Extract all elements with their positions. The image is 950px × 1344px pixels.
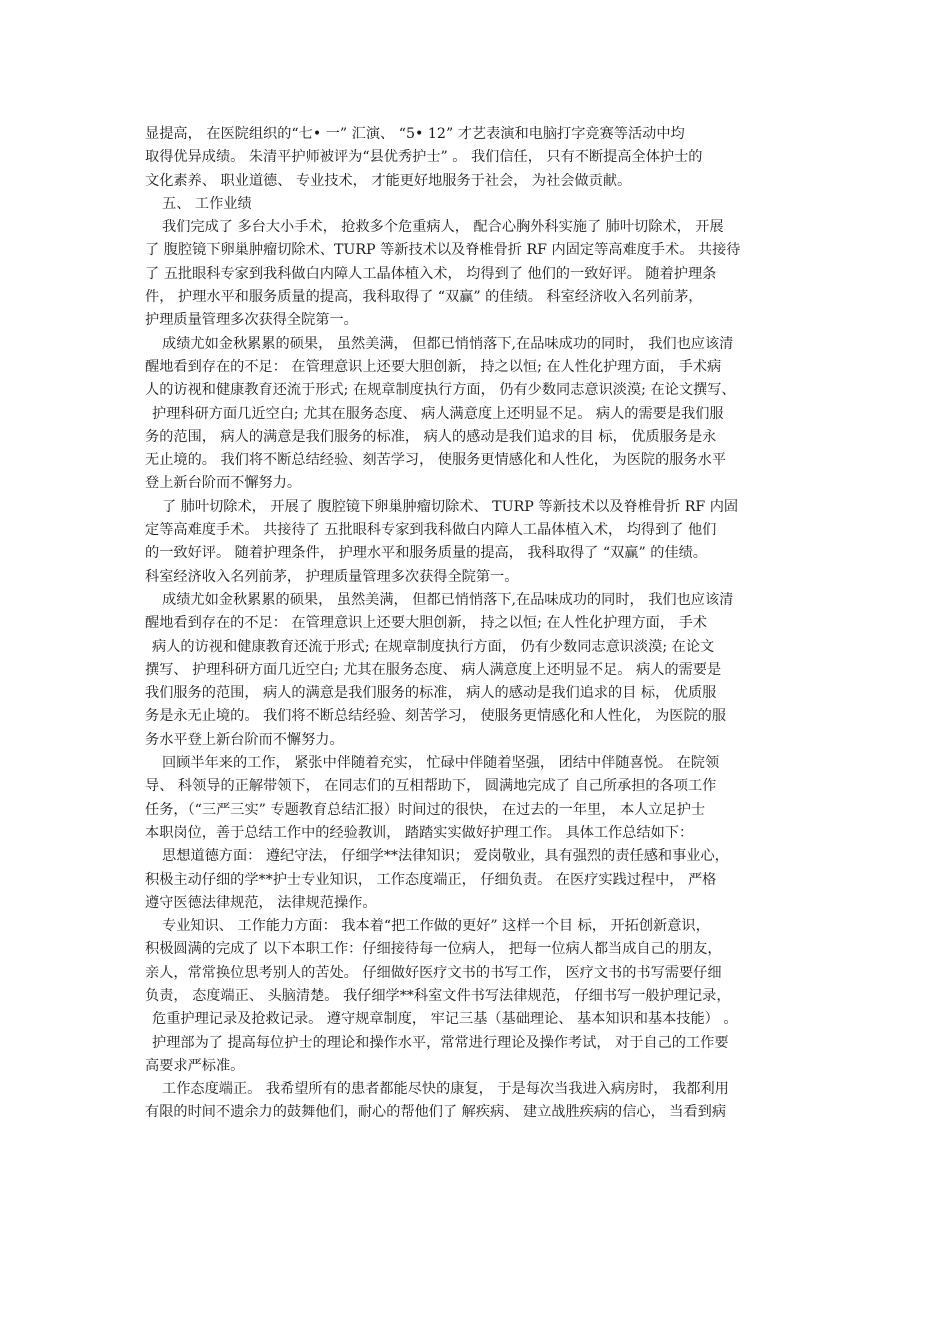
text-line: 文化素养、 职业道德、 专业技术， 才能更好地服务于社会， 为社会做贡献。 (145, 172, 632, 189)
text-line: 任务，（“三严三实” 专题教育总结汇报）时间过的很快， 在过去的一年里， 本人立足护士 (145, 801, 706, 818)
text-line: 成绩尤如金秋累累的硕果， 虽然美满， 但都已悄悄落下,在品味成功的同时， 我们也应该清 (162, 591, 734, 608)
text-line: 积极主动仔细的学**护士专业知识， 工作态度端正， 仔细负责。 在医疗实践过程中， 严格 (145, 871, 717, 888)
text-line: 了 腹腔镜下卵巢肿瘤切除术、TURP 等新技术以及脊椎骨折 RF 内固定等高难度手术。 共接待 (145, 242, 741, 259)
text-line: 病人的访视和健康教育还流于形式; 在规章制度执行方面， 仍有少数同志意识淡漠; 在论文 (152, 638, 715, 655)
text-line: 高要求严标准。 (145, 1057, 245, 1074)
text-line: 登上新台阶而不懈努力。 (145, 475, 302, 492)
document-body (145, 123, 815, 1125)
text-line: 积极圆满的完成了 以下本职工作：仔细接待每一位病人， 把每一位病人都当成自己的朋友， (145, 941, 722, 958)
text-line: 撰写、 护理科研方面几近空白; 尤其在服务态度、 病人满意度上还明显不足。 病人的需要是 (145, 661, 722, 678)
text-line: 本职岗位，善于总结工作中的经验教训， 踏踏实实做好护理工作。 具体工作总结如下： (145, 824, 694, 841)
text-line: 负责， 态度端正、 头脑清楚。 我仔细学**科室文件书写法律规范， 仔细书写一般护理记录， (145, 987, 731, 1004)
text-line: 无止境的。 我们将不断总结经验、刻苦学习， 使服务更情感化和人性化， 为医院的服务水平 (145, 452, 727, 469)
text-line: 护理质量管理多次获得全院第一。 (145, 312, 358, 329)
text-line: 护理科研方面几近空白; 尤其在服务态度、 病人满意度上还明显不足。 病人的需要是我们服 (152, 405, 724, 422)
text-line: 了 五批眼科专家到我科做白内障人工晶体植入术， 均得到了 他们的一致好评。 随着护理条 (145, 265, 717, 282)
text-line: 有限的时间不遗余力的鼓舞他们，耐心的帮他们了 解疾病、 建立战胜疾病的信心， 当看到病 (145, 1104, 727, 1121)
text-line: 显提高， 在医院组织的“七• 一” 汇演、 “5• 12” 才艺表演和电脑打字竞赛等活动中均 (145, 126, 685, 142)
text-line: 工作态度端正。 我希望所有的患者都能尽快的康复， 于是每次当我进入病房时， 我都利用 (162, 1081, 729, 1098)
text-line: 务水平登上新台阶而不懈努力。 (145, 731, 344, 748)
text-line: 件， 护理水平和服务质量的提高，我科取得了 “双赢” 的佳绩。 科室经济收入名列前茅， (145, 289, 703, 306)
text-line: 亲人，常常换位思考别人的苦处。 仔细做好医疗文书的书写工作， 医疗文书的书写需要仔细 (145, 964, 722, 981)
text-line: 取得优异成绩。 朱清平护师被评为“县优秀护士” 。 我们信任， 只有不断提高全体护士的 (145, 149, 703, 166)
text-line: 回顾半年来的工作， 紧张中伴随着充实， 忙碌中伴随着坚强， 团结中伴随喜悦。 在院领 (162, 755, 720, 772)
text-line: 遵守医德法律规范， 法律规范操作。 (145, 894, 377, 911)
text-line: 科室经济收入名列前茅， 护理质量管理多次获得全院第一。 (145, 568, 519, 585)
text-line: 人的访视和健康教育还流于形式; 在规章制度执行方面， 仍有少数同志意识淡漠; 在论文撰写、 (145, 382, 736, 399)
text-line: 我们完成了 多台大小手术， 抢救多个危重病人， 配合心胸外科实施了 肺叶切除术， 开展 (162, 219, 724, 236)
text-line: 我们服务的范围， 病人的满意是我们服务的标准， 病人的感动是我们追求的目 标， 优质服 (145, 685, 717, 702)
text-line: 导、 科领导的正解带领下， 在同志们的互相帮助下， 圆满地完成了 自己所承担的各项工作 (145, 778, 717, 795)
text-line: 思想道德方面： 遵纪守法， 仔细学**法律知识； 爱岗敬业，具有强烈的责任感和事业心， (162, 848, 729, 865)
text-line: 醒地看到存在的不足： 在管理意识上还要大胆创新， 持之以恒; 在人性化护理方面， 手术 (145, 615, 707, 632)
text-line: 危重护理记录及抢救记录。 遵守规章制度， 牢记三基（基础理论、 基本知识和基本技能） 。 (152, 1011, 738, 1028)
text-line: 的一致好评。 随着护理条件， 护理水平和服务质量的提高， 我科取得了 “双赢” 的佳绩。 (145, 545, 707, 562)
text-line: 护理部为了 提高每位护士的理论和操作水平，常常进行理论及操作考试， 对于自己的工作要 (152, 1034, 729, 1051)
text-line: 务的范围， 病人的满意是我们服务的标准， 病人的感动是我们追求的目 标， 优质服务是永 (145, 428, 717, 445)
section-heading: 五、 工作业绩 (162, 195, 252, 212)
text-line: 醒地看到存在的不足： 在管理意识上还要大胆创新， 持之以恒; 在人性化护理方面， 手术病 (145, 358, 722, 375)
text-line: 务是永无止境的。 我们将不断总结经验、刻苦学习， 使服务更情感化和人性化， 为医院的服 (145, 708, 727, 725)
text-line: 成绩尤如金秋累累的硕果， 虽然美满， 但都已悄悄落下,在品味成功的同时， 我们也应该清 (162, 335, 734, 352)
text-line: 专业知识、 工作能力方面： 我本着“把工作做的更好” 这样一个目 标， 开拓创新意识， (162, 918, 710, 935)
text-line: 了 肺叶切除术， 开展了 腹腔镜下卵巢肿瘤切除术、 TURP 等新技术以及脊椎骨折 RF 内固 (162, 498, 739, 515)
text-line: 定等高难度手术。 共接待了 五批眼科专家到我科做白内障人工晶体植入术， 均得到了 他们 (145, 522, 717, 539)
